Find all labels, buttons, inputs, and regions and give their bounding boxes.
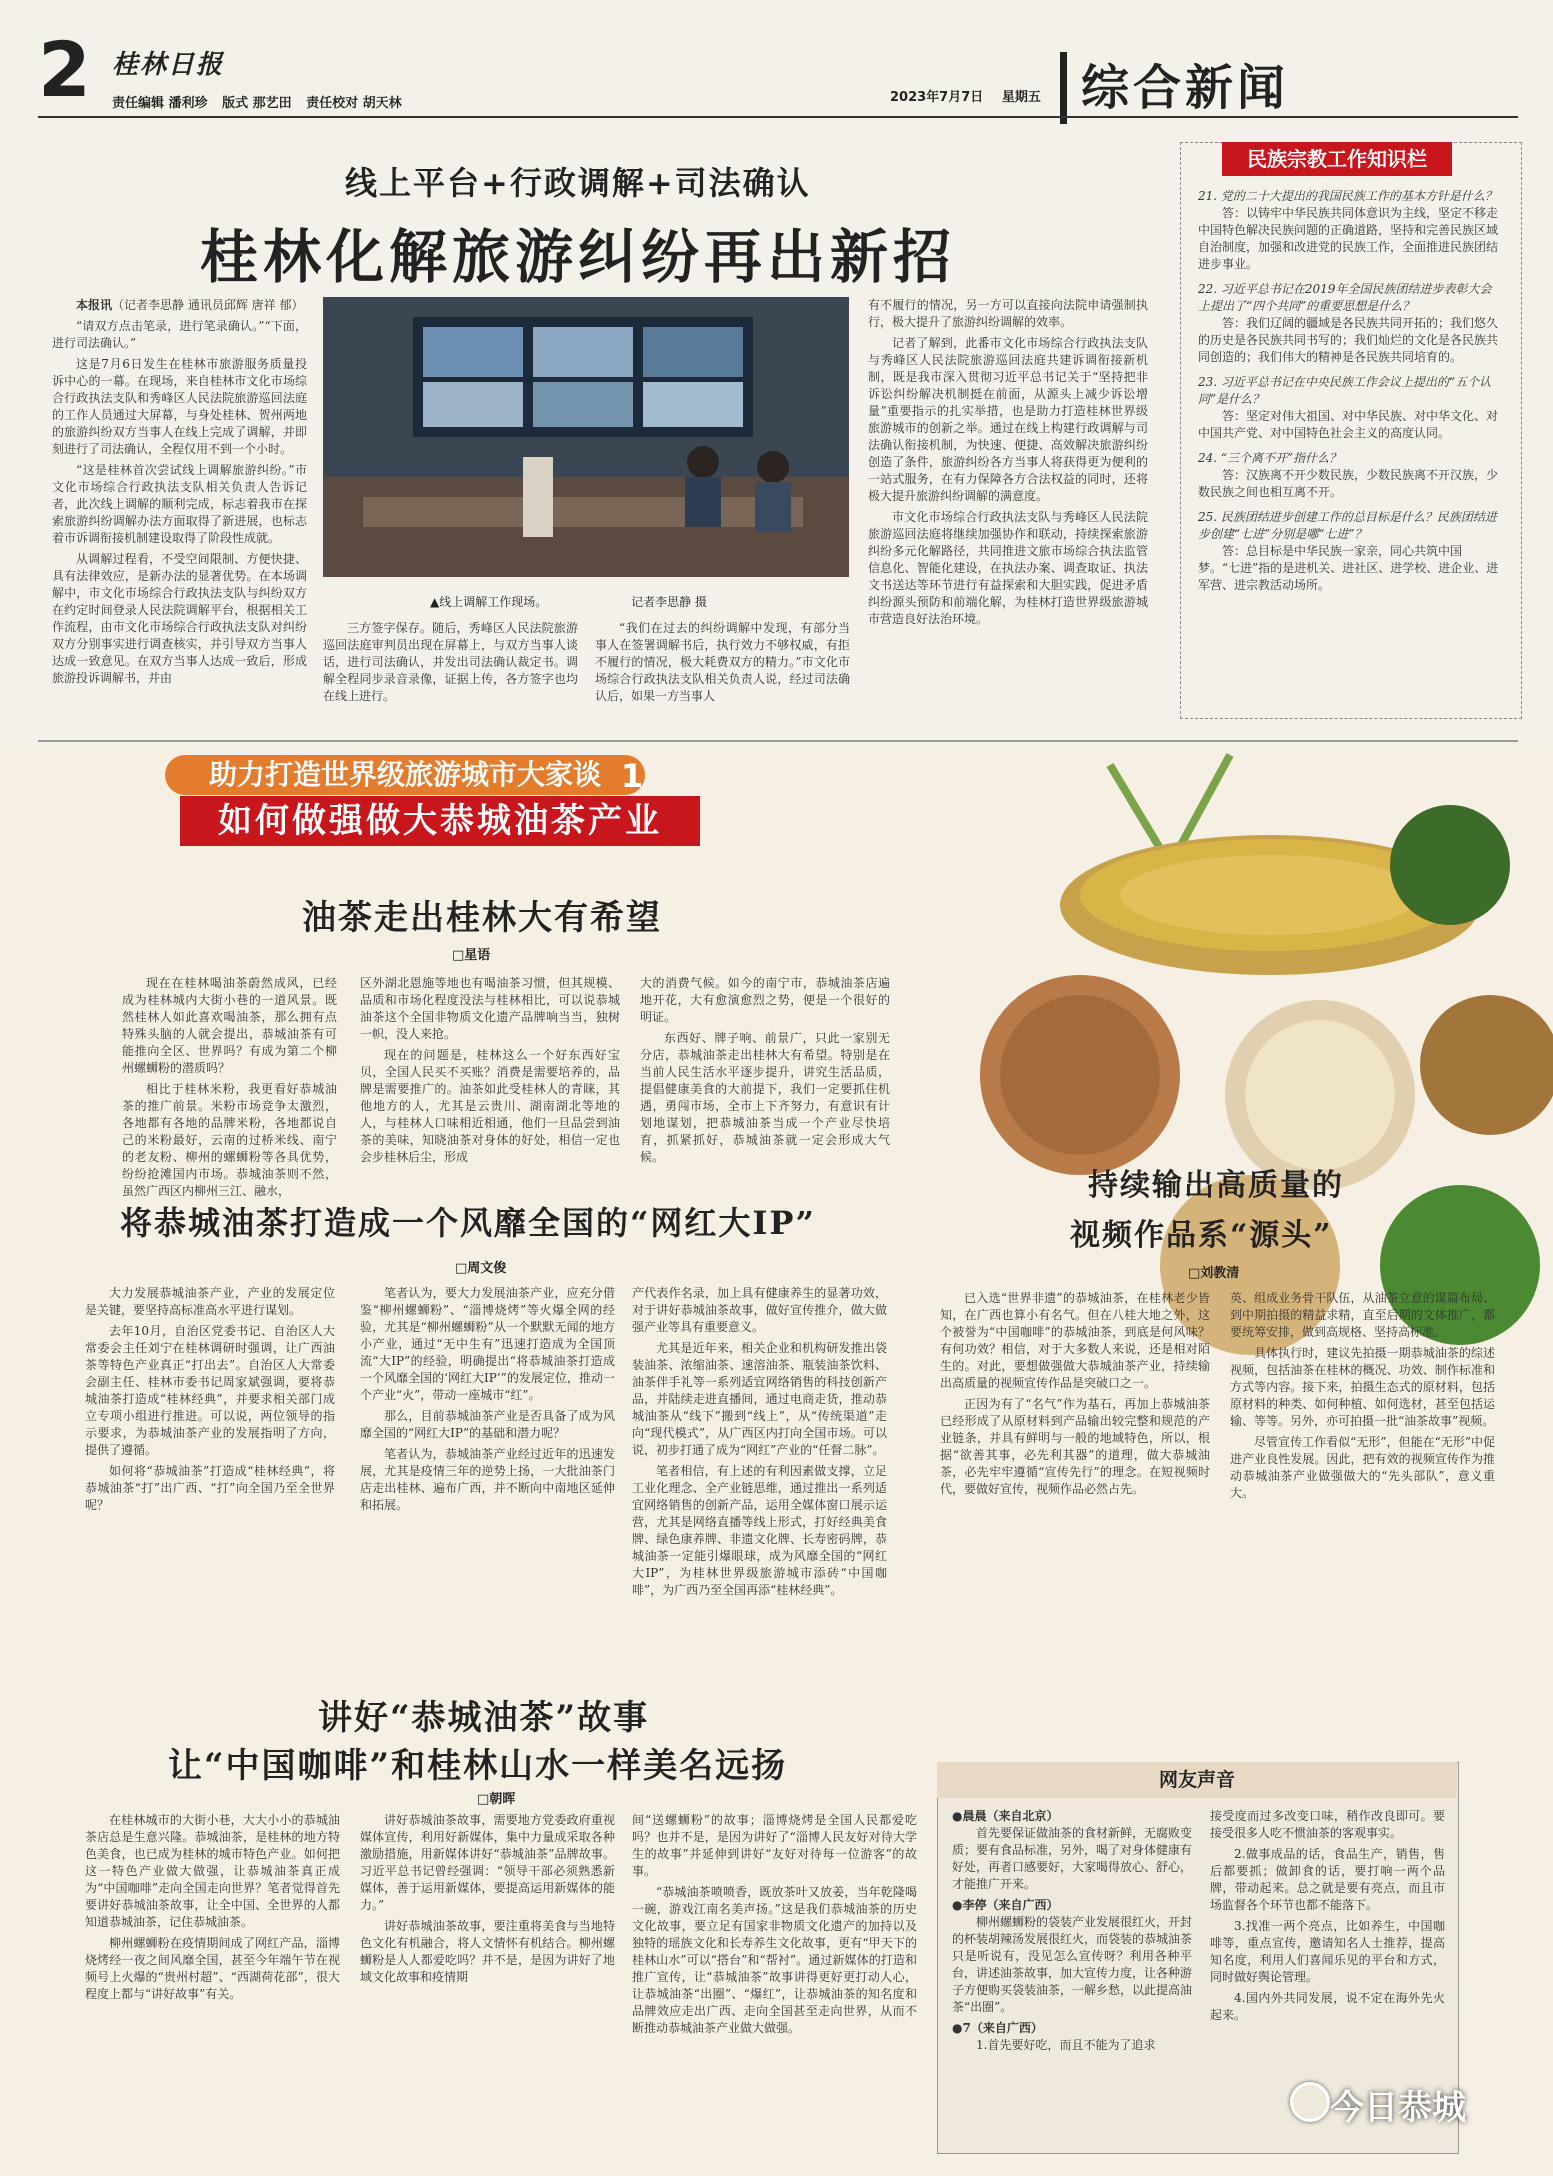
comment-text: 1.首先要好吃，而且不能为了追求 <box>976 2038 1156 2052</box>
paragraph: 笔者认为，恭城油茶产业经过近年的迅速发展，尤其是疫情三年的逆势上扬，一大批油茶门店走出桂林、遍布广西，并不断向中南地区延伸和拓展。 <box>360 1447 615 1512</box>
question: 24. “三个离不开”指什么？ <box>1198 451 1342 465</box>
section-divider <box>38 740 1518 742</box>
weekday: 星期五 <box>1001 90 1041 105</box>
comment <box>952 2020 1192 2054</box>
paragraph: 英、组成业务骨干队伍，从油茶立意的谋篇布局、到中期拍摄的精益求精，直至后期的文体推广，都要统筹安排，做到高规格、坚持高标准。 <box>1230 1291 1495 1339</box>
paragraph: 讲好恭城油茶故事，要注重将美食与当地特色文化有机融合，将人文情怀有机结合。柳州螺蛳粉是人人都爱吃吗？并不是，是因为讲好了地域文化故事和疫情期 <box>360 1919 615 1984</box>
series-number: 1 <box>620 757 644 795</box>
paragraph: 市文化市场综合行政执法支队与秀峰区人民法院旅游巡回法庭将继续加强协作和联动，持续探索旅游纠纷多元化解路径，共同推进文旅市场综合执法监管信息化、智能化建设，在执法办案、调查取证、执法文书送达等环节进行有益探索和大胆实践，促进矛盾纠纷源头预防和前端化解，为桂林打造世界级旅游城市营造良好法治环境。 <box>868 510 1148 626</box>
art4-col3 <box>632 1812 917 2157</box>
paragraph: 大的消费气候。如今的南宁市，恭城油茶店遍地开花，大有愈演愈烈之势，便是一个很好的明证。 <box>640 976 890 1024</box>
paragraph: “我们在过去的纠纷调解中发现，有部分当事人在签署调解书后，执行效力不够权威，有拒不履行的情况，极大耗费双方的精力。”市文化市场综合行政执法支队相关负责人说，经过司法确认后，如果一方当事人 <box>595 621 850 703</box>
editor-credit: 责任编辑 潘利珍 <box>112 96 208 111</box>
paragraph: 尤其是近年来，相关企业和机构研发推出袋装油茶、浓缩油茶、速溶油茶、瓶装油茶饮料、油茶伴手礼等一系列适宜网络销售的科技创新产品，并陆续走进直播间，通过电商走货，推动恭城油茶从“线下”搬到“线上”，从“传统渠道”走向“现代模式”，从广西区内打向全国市场。可以说，初步打通了成为“网红”产业的“任督二脉”。 <box>632 1341 887 1457</box>
paragraph: 如何将“恭城油茶”打造成“桂林经典”，将恭城油茶“打”出广西、“打”向全国乃至全世界呢？ <box>85 1464 335 1512</box>
comment-text: 2.做事成品的话，食品生产，销售，售后都要抓；做卸食的话，要打响一两个品牌，带动起来。总之就是要有亮点，而且市场监督各个环节也都不能落下。 <box>1210 1847 1445 1912</box>
paragraph: 讲好恭城油茶故事，需要地方党委政府重视媒体宣传，利用好新媒体，集中力量成采取各种激励措施，用新媒体讲好“恭城油茶”品牌故事。习近平总书记曾经强调：“领导干部必须熟悉新媒体，善于运用新媒体，要提高运用新媒体的能力。” <box>360 1813 615 1912</box>
article-byline: □朝晖 <box>477 1792 516 1807</box>
paragraph: 去年10月，自治区党委书记、自治区人大常委会主任刘宁在桂林调研时强调，让广西油茶等特色产业真正“打出去”。自治区人大常委会副主任、桂林市委书记周家斌强调，要将恭城油茶打造成“桂林经典”，并要求相关部门成立专项小组进行推进。可以说，两位领导的指示要求，为恭城油茶产业的发展指明了方向，提供了遵循。 <box>85 1324 335 1457</box>
paragraph: 现在的问题是，桂林这么一个好东西好宝贝，全国人民买不买账？消费是需要培养的，品牌是需要推广的。油茶如此受桂林人的青睐，其他地方的人，尤其是云贵川、湖南湖北等地的人，与桂林人口味相近相通，他们一旦品尝到油茶的美味，知晓油茶对身体的好处，相信一定也会步桂林后尘，形成 <box>360 1048 620 1164</box>
sidebar-title: 民族宗教工作知识栏 <box>1222 142 1452 176</box>
paragraph: 尽管宣传工作看似“无形”，但能在“无形”中促进产业良性发展。因此，把有效的视频宣传作为推动恭城油茶产业做强做大的“先头部队”，意义重大。 <box>1230 1435 1495 1500</box>
paragraph: 柳州螺蛳粉在疫情期间成了网红产品，淄博烧烤经一夜之间风靡全国，甚至今年端午节在视频号上火爆的“贵州村超”、“西湖荷花部”，很大程度上都与“讲好故事”有关。 <box>85 1936 340 2001</box>
paragraph: 在桂林城市的大街小巷，大大小小的恭城油茶店总是生意兴隆。恭城油茶，是桂林的地方特色美食，也已成为桂林的城市特色产业。如何把这一特色产业做大做强，让恭城油茶真正成为“中国咖啡”走向全国走向世界？笔者觉得首先要讲好恭城油茶故事，让全中国、全世界的人都知道恭城油茶，记住恭城油茶。 <box>85 1813 340 1929</box>
editor-credit: 版式 那艺田 <box>222 96 292 111</box>
masthead-rule <box>38 116 1518 118</box>
article-title-line1: 讲好“恭城油茶”故事 <box>318 1698 650 1738</box>
dateline <box>890 86 1055 105</box>
series-banner: 助力打造世界级旅游城市大家谈 <box>165 755 645 795</box>
series-headline: 如何做强做大恭城油茶产业 <box>180 796 700 846</box>
answer: 答：汉族离不开少数民族，少数民族离不开汉族，少数民族之间也相互离不开。 <box>1198 468 1499 499</box>
lead-credit: （记者李思静 通讯员邱辉 唐祥 郁） <box>112 298 304 312</box>
art1-col3 <box>640 975 890 1175</box>
page-number: 2 <box>38 25 91 114</box>
qa-item <box>1198 188 1503 273</box>
oil-tea-photo <box>850 745 1553 1345</box>
paragraph: 笔者相信，有上述的有利因素做支撑，立足工业化理念、全产业链思维，通过推出一系列适宜网络销售的创新产品，运用全媒体窗口展示运营，尤其是网络直播等线上形式，打好经典美食牌、绿色康养牌、非遗文化牌、长寿密码牌，恭城油茶一定能引爆眼球，成为风靡全国的“网红大IP”，为桂林世界级旅游城市添砖“中国咖啡”，为广西乃至全国再添“桂林经典”。 <box>632 1464 887 1597</box>
art4-col1 <box>85 1812 340 2157</box>
editor-credits <box>112 92 412 111</box>
top-article-col2a <box>323 620 578 730</box>
date: 2023年7月7日 <box>890 90 984 105</box>
lead-tag: 本报讯 <box>76 298 113 312</box>
paragraph: 区外湖北恩施等地也有喝油茶习惯，但其规模、品质和市场化程度没法与桂林相比，可以说恭城油茶这个全国非物质文化遗产品牌响当当，独树一帜，没人来抢。 <box>360 976 620 1041</box>
art4-col2 <box>360 1812 615 2157</box>
comment <box>952 1808 1192 1893</box>
netizen-voices-title: 网友声音 <box>937 1762 1457 1798</box>
paragraph: “这是桂林首次尝试线上调解旅游纠纷。”市文化市场综合行政执法支队相关负责人告诉记者，此次线上调解的顺利完成，标志着我市在探索旅游纠纷调解办法方面取得了新进展，也标志着市诉调衔接机制建设取得了阶段性成就。 <box>52 463 307 545</box>
account-watermark: 今日恭城 <box>1330 2088 1466 2128</box>
paragraph: “恭城油茶喷喷香，既放茶叶又放姜，当年乾隆喝一碗，游戏江南名美声扬。”这是我们恭城油茶的历史文化故事，要立足有国家非物质文化遗产的加持以及独特的瑶族文化和长寿养生文化故事，更有“甲天下的桂林山水”可以“搭台”和“帮衬”。通过新媒体的打造和推广宣传，让“恭城油茶”故事讲得更好更打动人心，让恭城油茶“出圈”、“爆红”，让恭城油茶的知名度和品牌效应走出广西、走向全国甚至走向世界，从而不断推动恭城油茶产业做大做强。 <box>632 1885 917 2035</box>
answer: 答：我们辽阔的疆域是各民族共同开拓的；我们悠久的历史是各民族共同书写的；我们灿烂的文化是各民族共同创造的；我们伟大的精神是各民族共同培育的。 <box>1198 316 1499 364</box>
comment-text: 4.国内外共同发展，说不定在海外先火起来。 <box>1210 1991 1445 2022</box>
photo-credit: 记者李思静 摄 <box>631 595 707 609</box>
newspaper-logo: 桂林日报 <box>112 50 225 80</box>
commenter-name: ●李停（来自广西） <box>952 1898 1059 1912</box>
article-kicker: 线上平台+行政调解+司法确认 <box>345 164 811 202</box>
answer: 答：坚定对伟大祖国、对中华民族、对中华文化、对中国共产党、对中国特色社会主义的高度认同。 <box>1198 409 1499 440</box>
comment-text: 首先要保证做油茶的食材新鲜，无腐败变质；要有食品标准，另外，喝了对身体健康有好处，再者口感要好，大家喝得放心、舒心，才能推广开来。 <box>952 1826 1193 1891</box>
photo-caption <box>430 593 707 610</box>
art3-col1 <box>940 1290 1210 1750</box>
paragraph: 从调解过程看，不受空间限制、方便快捷、具有法律效应，是新办法的显著优势。在本场调解中，市文化市场综合行政执法支队与纠纷双方在约定时间登录人民法院调解平台，根据相关工作流程，由市文化市场综合行政执法支队对纠纷双方分别事实进行调查核实，并引导双方当事人达成一致意见。在双方当事人达成一致后，形成旅游投诉调解书，并由 <box>52 552 307 685</box>
paragraph: 这是7月6日发生在桂林市旅游服务质量投诉中心的一幕。在现场，来自桂林市文化市场综合行政执法支队和秀峰区人民法院旅游巡回法庭的工作人员通过大屏幕，与身处桂林、贺州两地的旅游纠纷双方当事人在线上完成了调解，并即刻进行了司法确认，全程仅用不到一个小时。 <box>52 357 307 456</box>
article-byline: □周文俊 <box>455 1261 507 1276</box>
top-article-col3 <box>868 297 1148 727</box>
paragraph: 产代表作名录，加上具有健康养生的显著功效，对于讲好恭城油茶故事，做好宣传推介，做大做强产业等具有重要意义。 <box>632 1286 887 1334</box>
qa-item <box>1198 450 1503 501</box>
question: 25. 民族团结进步创建工作的总目标是什么？民族团结进步创建“七进”分别是哪“七进”？ <box>1198 510 1497 541</box>
answer: 答：以铸牢中华民族共同体意识为主线，坚定不移走中国特色解决民族问题的正确道路，坚持和完善民族区域自治制度，加强和改进党的民族工作，全面推进民族团结进步事业。 <box>1198 206 1499 271</box>
article-byline: □刘教清 <box>1188 1266 1240 1281</box>
section-title: 综合新闻 <box>1060 52 1341 124</box>
paragraph: 间“送螺蛳粉”的故事；淄博烧烤是全国人民都爱吃吗？也并不是，是因为讲好了“淄博人民友好对待大学生的故事”并延伸到讲好“友好对待每一位游客”的故事。 <box>632 1813 917 1878</box>
caption-text: ▲线上调解工作现场。 <box>430 595 548 609</box>
art1-col2 <box>360 975 620 1175</box>
paragraph: 具体执行时，建议先拍摄一期恭城油茶的综述视频，包括油茶在桂林的概况、功效、制作标准和方式等内容。接下来，拍摄生态式的原材料，包括原材料的种类、如何种植、如何选材，甚至包括运输、等等。另外，亦可拍摄一批“油茶故事”视频。 <box>1230 1346 1495 1428</box>
article-headline: 桂林化解旅游纠纷再出新招 <box>200 223 957 291</box>
comment-text: 接受度而过多改变口味，稍作改良即可。要接受很多人吃不惯油茶的客观事实。 <box>1210 1809 1445 1840</box>
article-title: 油茶走出桂林大有希望 <box>302 898 662 938</box>
question: 22. 习近平总书记在2019年全国民族团结进步表彰大会上提出了“四个共同”的重要思想是什么？ <box>1198 282 1492 313</box>
mediation-photo <box>323 297 849 577</box>
paragraph: 已入选“世界非遗”的恭城油茶，在桂林老少皆知，在广西也算小有名气。但在八桂大地之外，这个被誉为“中国咖啡”的恭城油茶，到底是何风味？有何功效？相信，对于大多数人来说，还是相对陌生的。对此，要想做强做大恭城油茶产业，持续输出高质量的视频宣传作品是突破口之一。 <box>940 1291 1210 1390</box>
paragraph: 相比于桂林米粉，我更看好恭城油茶的推广前景。米粉市场竞争太激烈，各地都有各地的品牌米粉，各地都说自己的米粉最好，云南的过桥米线、南宁的老友粉、柳州的螺蛳粉等各具优势，纷纷抢滩国内市场。恭城油茶则不然，虽然广西区内柳州三江、融水， <box>122 1082 337 1198</box>
article-byline: □星语 <box>452 948 491 963</box>
commenter-name: ●晨晨（来自北京） <box>952 1809 1059 1823</box>
sidebar-qa-list <box>1198 188 1503 708</box>
qa-item <box>1198 374 1503 442</box>
art3-col2 <box>1230 1290 1495 1750</box>
paragraph: 东西好、牌子响、前景广，只此一家别无分店，恭城油茶走出桂林大有希望。特别是在当前人民生活水平逐步提升，讲究生活品质，提倡健康美食的大前提下，我们一定要抓住机遇，勇闯市场，全市上下齐努力，有意识有计划地谋划，把恭城油茶当成一个产业尽快培育，抓紧抓好，恭城油茶就一定会形成大气候。 <box>640 1031 890 1164</box>
commenter-name: ●7（来自广西） <box>952 2021 1043 2035</box>
netizen-col1 <box>952 1808 1192 2143</box>
paragraph: 正因为有了“名气”作为基石，再加上恭城油茶已经形成了从原材料到产品输出较完整和规范的产业链条，并具有鲜明与一般的地域特色，所以，根据“欲善其事，必先利其器”的道理，做大恭城油茶，必先牢牢遵循“宣传先行”的理念。在短视频时代，要做好宣传，视频作品必然占先。 <box>940 1397 1210 1496</box>
article-title: 将恭城油茶打造成一个风靡全国的“网红大IP” <box>120 1204 816 1242</box>
paragraph: 笔者认为，要大力发展油茶产业，应充分借鉴“柳州螺蛳粉”、“淄博烧烤”等火爆全网的经验，尤其是“柳州螺蛳粉”从一个默默无闻的地方小产业，通过“无中生有”迅速打造成为全国顶流“大IP”的经验，明确提出“将恭城油茶打造成一个风靡全国的‘网红大IP’”的发展定位，推动一个产业“火”，带动一座城市“红”。 <box>360 1286 615 1402</box>
comment-text: 柳州螺蛳粉的袋装产业发展很红火，开封的杯装胡辣汤发展很红火，而袋装的恭城油茶只是听说有，没见怎么宣传呀？利用各种平台，讲述油茶故事，加大宣传力度，让各种游子方便购买袋装油茶，一解乡愁，以此提高油茶“出圈”。 <box>952 1915 1193 2014</box>
paragraph: 有不履行的情况，另一方可以直接向法院申请强制执行，极大提升了旅游纠纷调解的效率。 <box>868 298 1148 329</box>
comment <box>952 1897 1192 2016</box>
question: 21. 党的二十大提出的我国民族工作的基本方针是什么？ <box>1198 189 1497 203</box>
art2-col3 <box>632 1285 887 1655</box>
answer: 答：总目标是中华民族一家亲，同心共筑中国梦。“七进”指的是进机关、进社区、进学校、进企业、进军营、进宗教活动场所。 <box>1198 544 1499 592</box>
top-article-col1 <box>52 297 307 727</box>
article-title-line1: 持续输出高质量的 <box>1088 1168 1344 1203</box>
comment-text: 3.找准一两个亮点，比如养生，中国咖啡等，重点宣传，邀请知名人士推荐，提高知名度，利用人们喜闻乐见的平台和方式，同时做好舆论管理。 <box>1210 1919 1445 1984</box>
paragraph: 记者了解到，此番市文化市场综合行政执法支队与秀峰区人民法院旅游巡回法庭共建诉调衔接新机制，既是我市深入贯彻习近平总书记关于“坚持把非诉讼纠纷解决机制挺在前面，从源头上减少诉讼增量”重要指示的扎实举措，也是助力打造桂林世界级旅游城市的创新之举。通过在线上构建行政调解与司法确认衔接机制，为快速、便捷、高效解决旅游纠纷创造了条件，旅游纠纷各方当事人将获得更为便利的一站式服务，在有力保障各方合法权益的同时，还将极大提升旅游纠纷调解的满意度。 <box>868 336 1148 503</box>
art2-col2 <box>360 1285 615 1655</box>
art2-col1 <box>85 1285 335 1655</box>
paragraph: 现在在桂林喝油茶蔚然成风，已经成为桂林城内大街小巷的一道风景。既然桂林人如此喜欢喝油茶，那么拥有点特殊头脑的人就会提出，恭城油茶有可能推向全区、世界吗？有成为第二个柳州螺蛳粉的潜质吗？ <box>122 976 337 1075</box>
article-title-line2: 视频作品系“源头” <box>1070 1218 1333 1253</box>
article-title-line2: 让“中国咖啡”和桂林山水一样美名远扬 <box>168 1746 788 1786</box>
qa-item <box>1198 281 1503 366</box>
top-article-col2b <box>595 620 850 730</box>
paragraph: “请双方点击笔录，进行笔录确认。”“下面，进行司法确认。” <box>52 319 307 350</box>
wechat-icon <box>1290 2082 1330 2122</box>
qa-item <box>1198 509 1503 594</box>
paragraph: 三方签字保存。随后，秀峰区人民法院旅游巡回法庭审判员出现在屏幕上，与双方当事人谈话，进行司法确认，并发出司法确认裁定书。调解全程同步录音录像，证据上传，各方签字也均在线上进行。 <box>323 621 578 703</box>
question: 23. 习近平总书记在中央民族工作会议上提出的“五个认同”是什么？ <box>1198 375 1492 406</box>
editor-credit: 责任校对 胡天林 <box>306 96 402 111</box>
paragraph: 那么，目前恭城油茶产业是否具备了成为风靡全国的“网红大IP”的基础和潜力呢？ <box>360 1409 615 1440</box>
art1-col1 <box>122 975 337 1198</box>
paragraph: 大力发展恭城油茶产业，产业的发展定位是关键，要坚持高标准高水平进行谋划。 <box>85 1286 335 1317</box>
